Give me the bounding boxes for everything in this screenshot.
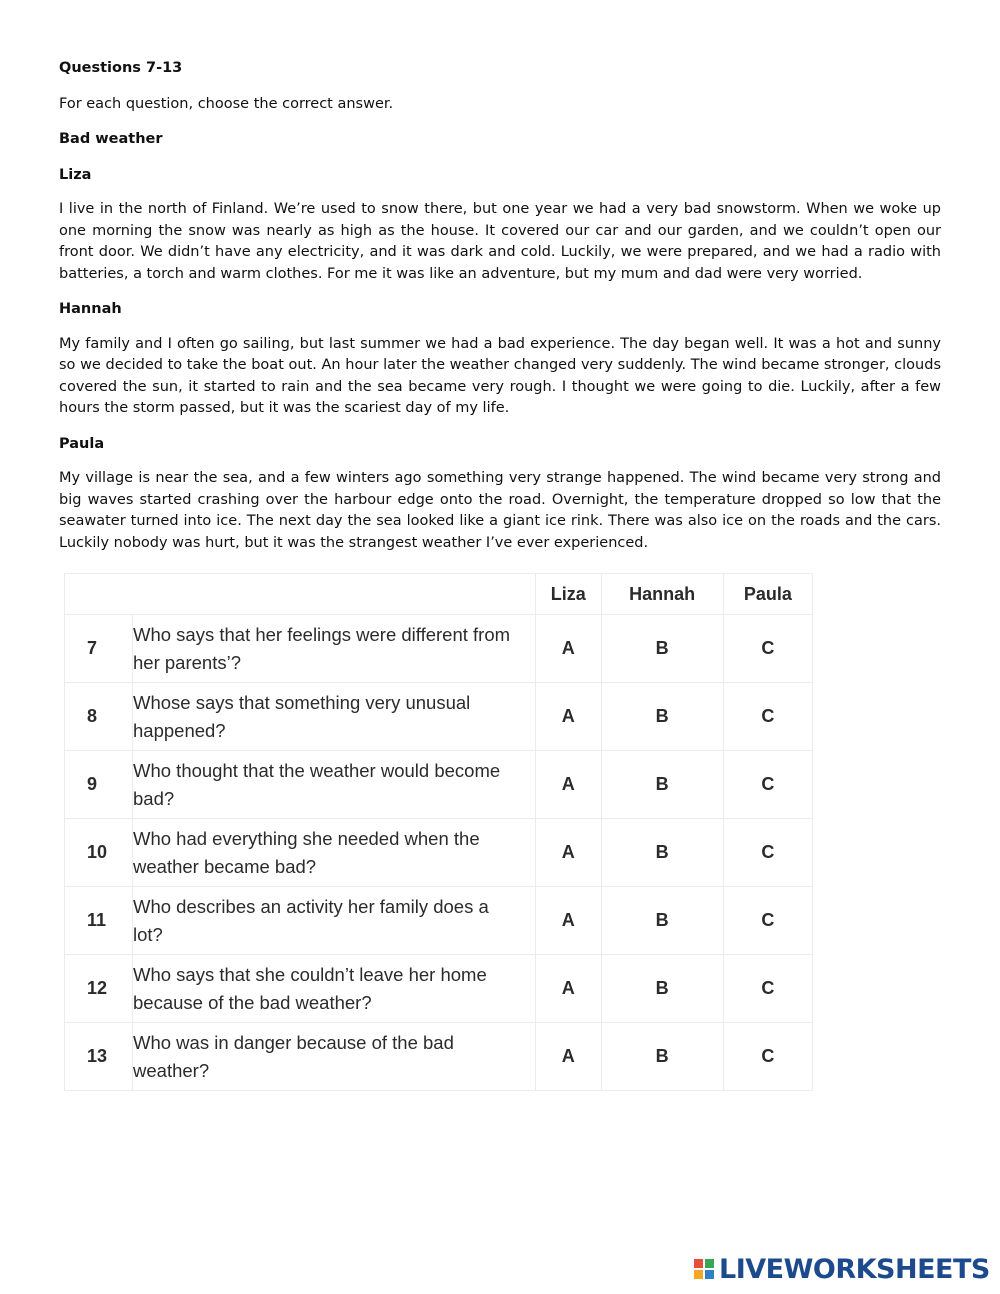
question-number: 13: [65, 1023, 133, 1091]
passage-title: Bad weather: [59, 131, 163, 147]
answer-option-a[interactable]: A: [536, 1023, 602, 1091]
table-row: [65, 683, 813, 751]
question-number: 11: [65, 887, 133, 955]
question-text: Who says that her feelings were different from her parents’?: [133, 615, 536, 683]
question-number: 7: [65, 615, 133, 683]
questions-heading: Questions 7-13: [59, 60, 183, 76]
logo-mark-icon: [693, 1258, 715, 1280]
answer-option-a[interactable]: A: [536, 683, 602, 751]
answer-option-b[interactable]: B: [601, 887, 723, 955]
answer-option-b[interactable]: B: [601, 819, 723, 887]
answer-option-a[interactable]: A: [536, 615, 602, 683]
question-table: [64, 573, 813, 1091]
question-text: Who says that she couldn’t leave her home because of the bad weather?: [133, 955, 536, 1023]
question-number: 8: [65, 683, 133, 751]
table-row: [65, 887, 813, 955]
logo-text: LIVEWORKSHEETS: [719, 1253, 990, 1285]
answer-option-b[interactable]: B: [601, 751, 723, 819]
logo-square: [693, 1258, 704, 1269]
question-number: 12: [65, 955, 133, 1023]
question-text: Whose says that something very unusual happened?: [133, 683, 536, 751]
table-row: [65, 751, 813, 819]
answer-option-c[interactable]: C: [723, 751, 812, 819]
section-text-paula: My village is near the sea, and a few winters ago something very strange happened. The wind became very strong and big waves started crashing over the harbour edge onto the road. Overnight, the temperature dropped so low that the seawater turned into ice. The next day the sea looked like a giant ice rink. There was also ice on the roads and the cars. Luckily nobody was hurt, but it was the strangest weather I’ve ever experienced.: [59, 470, 941, 551]
logo-square: [704, 1258, 715, 1269]
answer-option-a[interactable]: A: [536, 955, 602, 1023]
answer-option-b[interactable]: B: [601, 955, 723, 1023]
liveworksheets-logo: [693, 1255, 990, 1283]
section-name-liza: Liza: [59, 166, 92, 183]
logo-square: [704, 1269, 715, 1280]
answer-option-a[interactable]: A: [536, 887, 602, 955]
answer-option-b[interactable]: B: [601, 1023, 723, 1091]
logo-square: [693, 1269, 704, 1280]
table-row: [65, 819, 813, 887]
table-row: [65, 1023, 813, 1091]
question-number: 10: [65, 819, 133, 887]
header-paula: Paula: [723, 574, 812, 615]
question-text: Who had everything she needed when the weather became bad?: [133, 819, 536, 887]
header-blank: [65, 574, 133, 615]
question-number: 9: [65, 751, 133, 819]
question-text: Who thought that the weather would become bad?: [133, 751, 536, 819]
section-name-hannah: Hannah: [59, 301, 122, 317]
section-text-hannah: My family and I often go sailing, but last summer we had a bad experience. The day began well. It was a hot and sunny so we decided to take the boat out. An hour later the weather changed very suddenly. The wind became stronger, clouds covered the sun, it started to rain and the sea became very rough. I thought we were going to die. Luckily, after a few hours the storm passed, but it was the scariest day of my life.: [59, 335, 941, 416]
answer-option-c[interactable]: C: [723, 1023, 812, 1091]
reading-passage: [59, 58, 941, 554]
answer-option-c[interactable]: C: [723, 887, 812, 955]
table-row: [65, 955, 813, 1023]
answer-option-c[interactable]: C: [723, 683, 812, 751]
answer-option-a[interactable]: A: [536, 751, 602, 819]
answer-option-c[interactable]: C: [723, 615, 812, 683]
question-text: Who was in danger because of the bad weather?: [133, 1023, 536, 1091]
answer-option-c[interactable]: C: [723, 819, 812, 887]
instruction-text: For each question, choose the correct answer.: [59, 95, 394, 112]
header-hannah: Hannah: [601, 574, 723, 615]
header-blank: [133, 574, 536, 615]
answer-option-b[interactable]: B: [601, 683, 723, 751]
section-name-paula: Paula: [59, 435, 105, 452]
answer-option-c[interactable]: C: [723, 955, 812, 1023]
table-row: [65, 615, 813, 683]
answer-option-b[interactable]: B: [601, 615, 723, 683]
section-text-liza: I live in the north of Finland. We’re used to snow there, but one year we had a very bad snowstorm. When we woke up one morning the snow was nearly as high as the house. It covered our car and our garden, and we couldn’t open our front door. We didn’t have any electricity, and it was dark and cold. Luckily, we were prepared, and we had a radio with batteries, a torch and warm clothes. For me it was like an adventure, but my mum and dad were very worried.: [59, 201, 941, 282]
table-header-row: [65, 574, 813, 615]
header-liza: Liza: [536, 574, 602, 615]
question-text: Who describes an activity her family does a lot?: [133, 887, 536, 955]
answer-option-a[interactable]: A: [536, 819, 602, 887]
